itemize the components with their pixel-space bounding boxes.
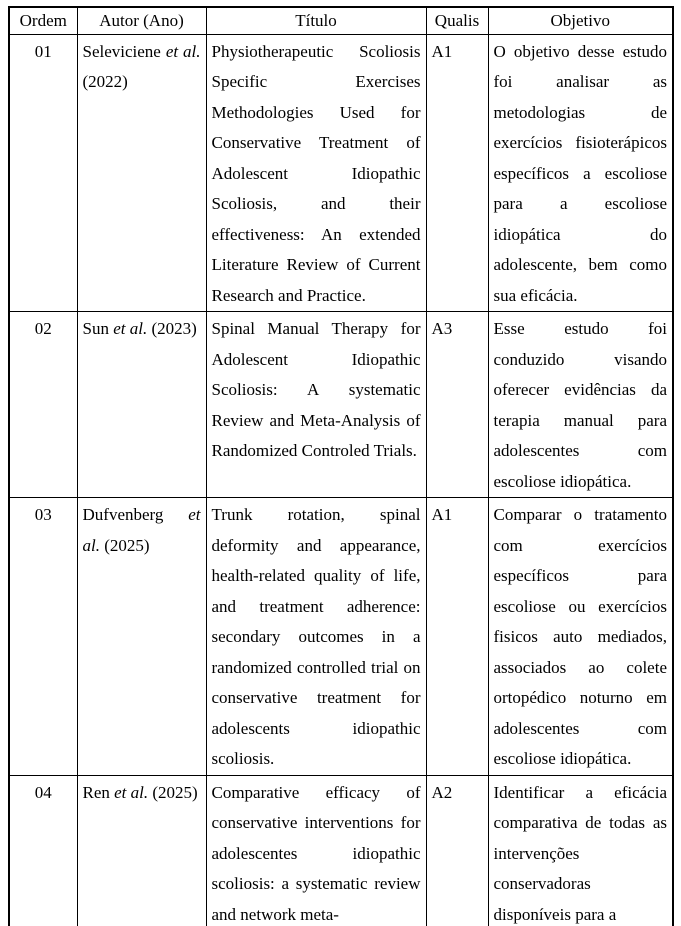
author-etal: et al. xyxy=(114,782,149,802)
author-etal: et al. xyxy=(113,319,148,338)
author-cell xyxy=(77,312,206,498)
qualis-cell: A1 xyxy=(426,498,488,776)
col-header-objetivo: Objetivo xyxy=(488,7,673,34)
author-name: Sun xyxy=(82,319,109,338)
author-cell xyxy=(77,34,206,312)
author-name: Dufvenberg xyxy=(82,505,164,524)
titulo-cell: Trunk rotation, spinal deformity and appearance, health-related quality of life, and treatment adherence: secondary outcomes in a randomized controlled trial on conservative treatment for adolescents idiopathic scoliosis. xyxy=(206,498,426,776)
author-name: Ren xyxy=(82,782,110,802)
col-header-titulo: Título xyxy=(206,7,426,34)
author-cell xyxy=(77,498,206,776)
titulo-cell: Comparative efficacy of conservative interventions for adolescentes idiopathic scoliosis: a systematic review and network meta- xyxy=(206,775,426,926)
author-name: Seleviciene xyxy=(82,41,161,61)
author-cell xyxy=(77,775,206,926)
titulo-cell: Spinal Manual Therapy for Adolescent Idiopathic Scoliosis: A systematic Review and Meta-Analysis of Randomized Controled Trials. xyxy=(206,312,426,498)
author-year: (2025) xyxy=(104,535,150,555)
col-header-autor: Autor (Ano) xyxy=(77,7,206,34)
objetivo-cell: O objetivo desse estudo foi analisar as metodologias de exercícios fisioterápicos específicos a escoliose para a escoliose idiopática do adolescente, bem como sua eficácia. xyxy=(488,34,673,312)
qualis-cell: A1 xyxy=(426,34,488,312)
qualis-cell: A3 xyxy=(426,312,488,498)
literature-review-table xyxy=(8,6,674,926)
titulo-cell: Physiotherapeutic Scoliosis Specific Exercises Methodologies Used for Conservative Treatment of Adolescent Idiopathic Scoliosis, and their effectiveness: An extended Literature Review of Current Research and Practice. xyxy=(206,34,426,312)
ordem-cell: 01 xyxy=(9,34,77,312)
author-etal: et al. xyxy=(165,41,201,61)
author-year: (2023) xyxy=(151,319,197,338)
ordem-cell: 02 xyxy=(9,312,77,498)
qualis-cell: A2 xyxy=(426,775,488,926)
objetivo-cell: Esse estudo foi conduzido visando oferecer evidências da terapia manual para adolescentes com escoliose idiopática. xyxy=(488,312,673,498)
objetivo-cell: Identificar a eficácia comparativa de todas as intervenções conservadoras disponíveis para a xyxy=(488,775,673,926)
table-row xyxy=(9,775,673,926)
table-header-row xyxy=(9,7,673,34)
col-header-qualis: Qualis xyxy=(426,7,488,34)
col-header-ordem: Ordem xyxy=(9,7,77,34)
table-row xyxy=(9,312,673,498)
objetivo-cell: Comparar o tratamento com exercícios específicos para escoliose ou exercícios fisicos auto mediados, associados ao colete ortopédico noturno em adolescentes com escoliose idiopática. xyxy=(488,498,673,776)
table-row xyxy=(9,34,673,312)
ordem-cell: 03 xyxy=(9,498,77,776)
author-year: (2025) xyxy=(152,782,198,802)
author-etal: et al. xyxy=(82,505,201,555)
table-row xyxy=(9,498,673,776)
ordem-cell: 04 xyxy=(9,775,77,926)
author-year: (2022) xyxy=(82,72,128,91)
